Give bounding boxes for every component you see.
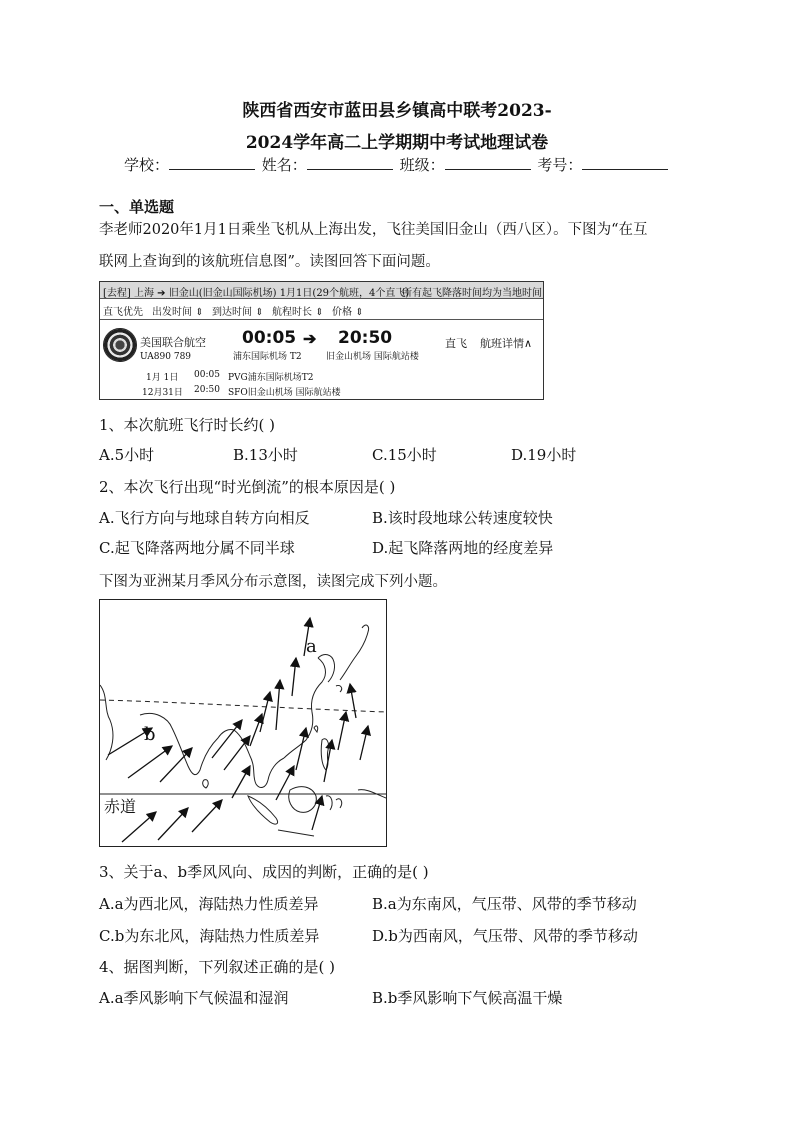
label-equator: 赤道: [104, 797, 137, 816]
flight-sort-row: [100, 299, 543, 320]
q4-option-a[interactable]: A.a季风影响下气候温和湿润: [99, 989, 289, 1007]
sort-arrival: 到达时间 ⇕: [212, 307, 264, 318]
leg1-time: 00:05: [194, 370, 220, 380]
flight-detail-link[interactable]: 航班详情∧: [480, 337, 533, 350]
question-3: 3、关于a、b季风风向、成因的判断，正确的是( ): [99, 863, 429, 881]
q4-option-b[interactable]: B.b季风影响下气候高温干燥: [372, 989, 563, 1007]
direct-label: 直飞: [445, 337, 467, 350]
sort-duration: 航程时长 ⇕: [272, 307, 324, 318]
q1-option-d[interactable]: D.19小时: [511, 446, 577, 464]
q2-option-d[interactable]: D.起飞降落两地的经度差异: [372, 539, 554, 557]
label-b: b: [144, 724, 156, 745]
q2-option-a[interactable]: A.飞行方向与地球自转方向相反: [99, 509, 310, 527]
departure-time: 00:05: [242, 328, 297, 348]
q1-option-b[interactable]: B.13小时: [233, 446, 298, 464]
arrival-airport: 旧金山机场 国际航站楼: [326, 352, 419, 362]
class-blank[interactable]: [445, 155, 531, 170]
name-label: 姓名：: [261, 156, 307, 174]
q2-option-b[interactable]: B.该时段地球公转速度较快: [372, 509, 553, 527]
section-heading: 一、单选题: [99, 198, 175, 216]
question-1: 1、本次航班飞行时长约( ): [99, 416, 276, 434]
flight-route: [去程] 上海 ➔ 旧金山(旧金山国际机场) 1月1日(29个航班，4个直飞): [103, 288, 410, 299]
question-4: 4、据图判断，下列叙述正确的是( ): [99, 958, 336, 976]
coastlines: [100, 625, 386, 836]
number-blank[interactable]: [582, 155, 668, 170]
sort-price: 价格 ⇕: [332, 307, 364, 318]
leg1-date: 1月 1日: [146, 373, 179, 383]
q3-option-b[interactable]: B.a为东南风，气压带、风带的季节移动: [372, 895, 637, 913]
class-label: 班级：: [399, 156, 445, 174]
intro-line1: 李老师2020年1月1日乘坐飞机从上海出发，飞往美国旧金山（西八区）。下图为“在互: [99, 222, 648, 238]
leg2-airport: SFO旧金山机场 国际航站楼: [228, 388, 341, 398]
q2-option-c[interactable]: C.起飞降落两地分属不同半球: [99, 539, 295, 557]
school-label: 学校：: [124, 156, 170, 174]
map-intro: 下图为亚洲某月季风分布示意图，读图完成下列小题。: [99, 574, 447, 590]
label-a: a: [306, 636, 317, 657]
leg2-time: 20:50: [194, 385, 220, 395]
q3-option-d[interactable]: D.b为西南风，气压带、风带的季节移动: [372, 927, 638, 945]
route-arrow-icon: ➔: [303, 329, 317, 348]
flight-info-figure: [99, 281, 544, 400]
q1-option-c[interactable]: C.15小时: [372, 446, 437, 464]
exam-title-line2: 2024学年高二上学期期中考试地理试卷: [245, 133, 549, 153]
airline-name: 美国联合航空: [140, 336, 206, 349]
question-2: 2、本次飞行出现“时光倒流”的根本原因是( ): [99, 478, 396, 496]
q3-option-a[interactable]: A.a为西北风，海陆热力性质差异: [99, 895, 319, 913]
school-blank[interactable]: [169, 155, 255, 170]
leg2-date: 12月31日: [142, 388, 183, 398]
flight-header-row: [100, 282, 543, 299]
sort-departure: 出发时间 ⇕: [152, 307, 204, 318]
airline-logo-icon: [103, 328, 137, 362]
arrival-time: 20:50: [338, 328, 393, 348]
intro-line2: 联网上查询到的该航班信息图”。读图回答下面问题。: [99, 254, 440, 270]
exam-title-line1: 陕西省西安市蓝田县乡镇高中联考2023-: [242, 101, 552, 121]
leg1-airport: PVG浦东国际机场T2: [228, 373, 314, 383]
departure-airport: 浦东国际机场 T2: [233, 352, 302, 362]
q3-option-c[interactable]: C.b为东北风，海陆热力性质差异: [99, 927, 320, 945]
flight-number: UA890 789: [140, 352, 192, 362]
name-blank[interactable]: [307, 155, 393, 170]
q1-option-a[interactable]: A.5小时: [99, 446, 155, 464]
student-info-line: [124, 154, 670, 175]
number-label: 考号：: [537, 156, 583, 174]
monsoon-map-svg: [100, 600, 386, 846]
sort-direct: 直飞优先: [103, 307, 143, 318]
tropic-line: [100, 700, 386, 712]
flight-time-note: 所有起飞降落时间均为当地时间: [402, 288, 542, 299]
monsoon-map-figure: [99, 599, 387, 847]
